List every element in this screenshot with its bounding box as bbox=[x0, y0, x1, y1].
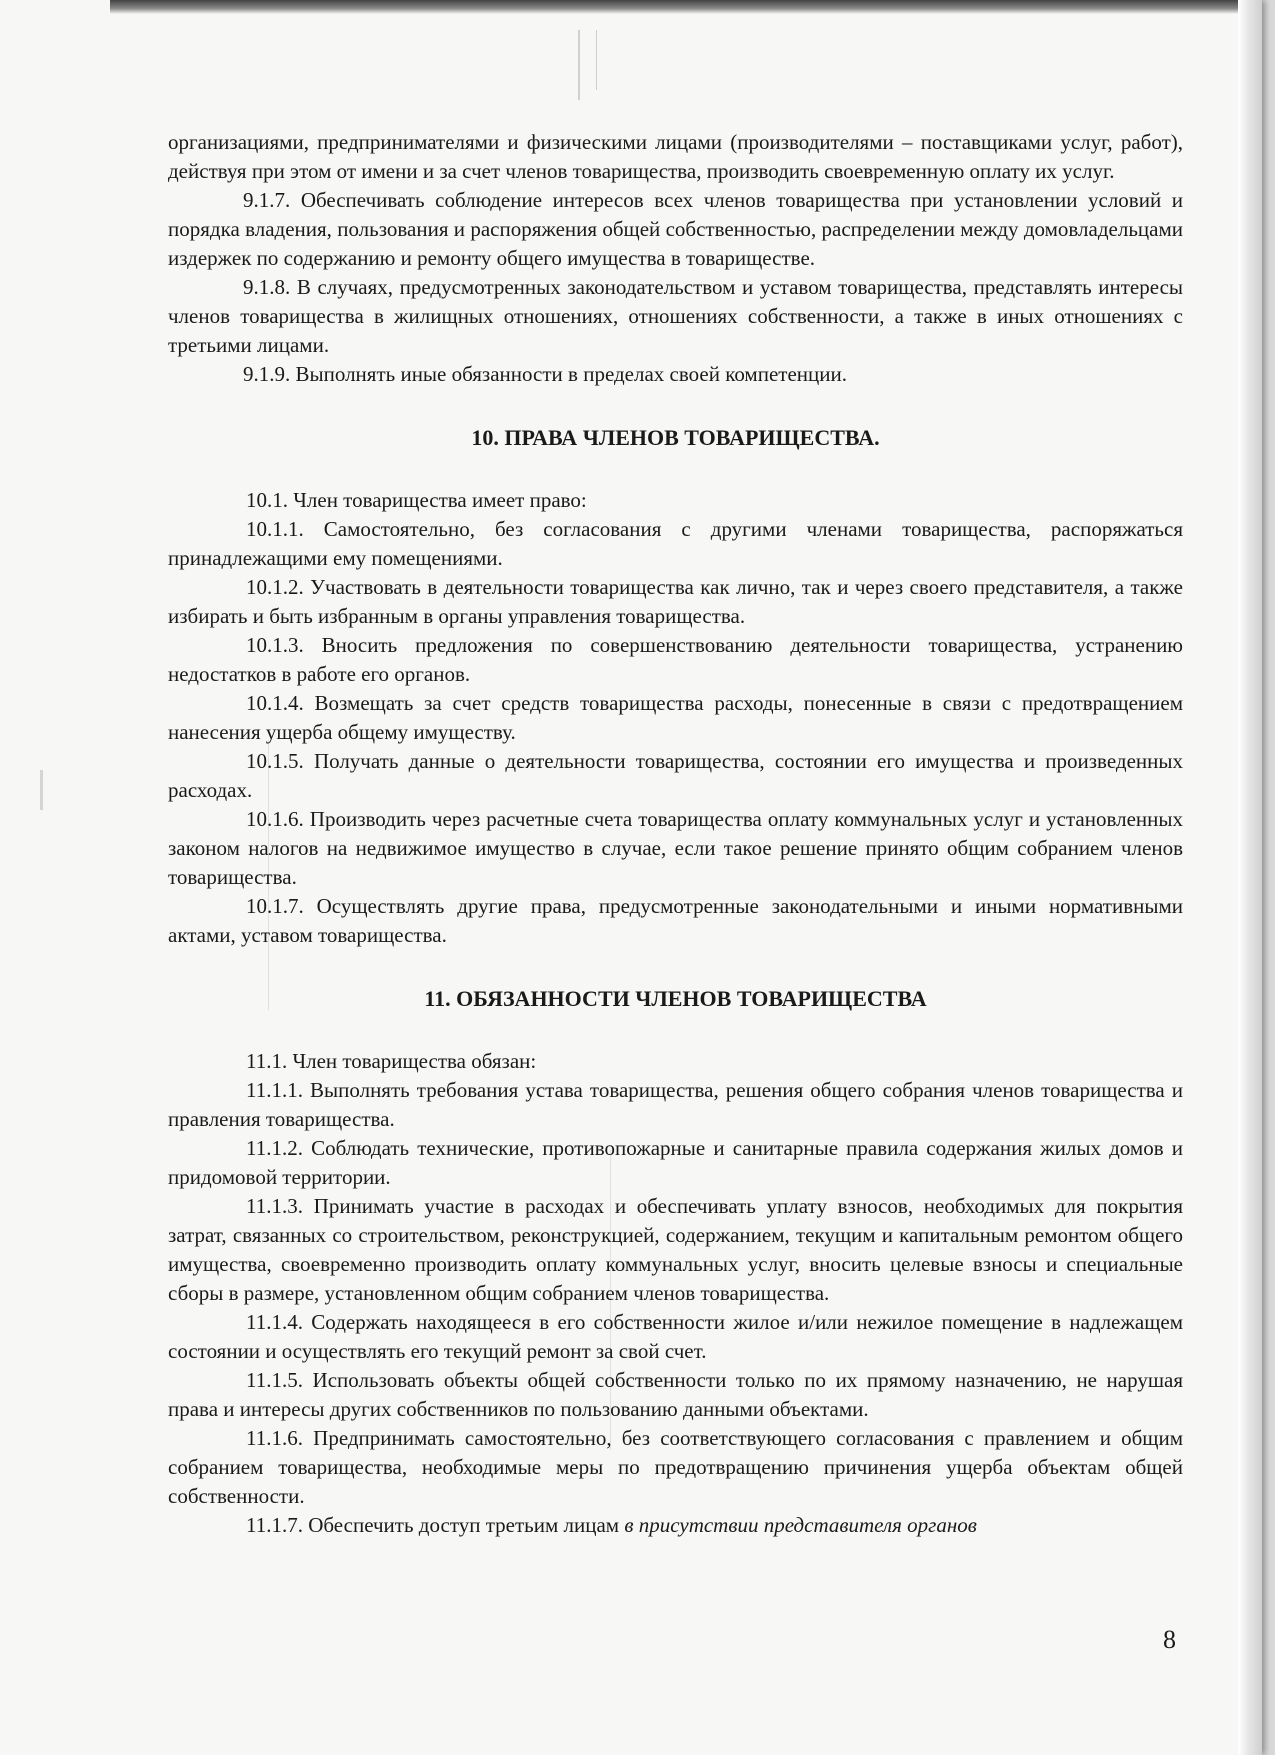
list-item: 10.1.2. Участвовать в деятельности товарищества как лично, так и через своего представителя, а также избирать и быть избранным в органы управления товарищества. bbox=[168, 575, 1183, 628]
list-item: 10.1.1. Самостоятельно, без согласования с другими членами товарищества, распоряжаться принадлежащими ему помещениями. bbox=[168, 517, 1183, 570]
list-item: 10.1.4. Возмещать за счет средств товарищества расходы, понесенные в связи с предотвращением нанесения ущерба общему имуществу. bbox=[168, 691, 1183, 744]
list-item: 10.1. Член товарищества имеет право: bbox=[246, 488, 587, 512]
list-item: 11.1.6. Предпринимать самостоятельно, без соответствующего согласования с правлением и общим собранием товарищества, необходимые меры по предотвращению причинения ущерба объектам общей собственности. bbox=[168, 1426, 1183, 1508]
paragraph: организациями, предпринимателями и физическими лицами (производителями – поставщиками услуг, работ), действуя при этом от имени и за счет членов товарищества, производить своевременную оплату их услуг. bbox=[168, 130, 1183, 183]
list-item: 11.1. Член товарищества обязан: bbox=[246, 1049, 537, 1073]
page-number: 8 bbox=[1163, 1625, 1176, 1654]
paragraph: 9.1.7. Обеспечивать соблюдение интересов всех членов товарищества при установлении условий и порядка владения, пользования и распоряжения общей собственностью, распределении между домовладельцами издержек по содержанию и ремонту общего имущества в товариществе. bbox=[168, 188, 1183, 270]
scan-top-edge bbox=[110, 0, 1250, 14]
document-body bbox=[168, 128, 1183, 1540]
list-item: 10.1.7. Осуществлять другие права, предусмотренные законодательными и иными нормативными актами, уставом товарищества. bbox=[168, 894, 1183, 947]
list-item: 11.1.1. Выполнять требования устава товарищества, решения общего собрания членов товарищества и правления товарищества. bbox=[168, 1078, 1183, 1131]
section-heading: 11. ОБЯЗАННОСТИ ЧЛЕНОВ ТОВАРИЩЕСТВА bbox=[424, 986, 927, 1011]
scan-artifact bbox=[40, 770, 43, 810]
list-item: 10.1.5. Получать данные о деятельности товарищества, состоянии его имущества и произведенных расходах. bbox=[168, 749, 1183, 802]
scan-artifact bbox=[596, 30, 597, 90]
list-item-last bbox=[168, 1511, 1183, 1540]
list-item: 11.1.4. Содержать находящееся в его собственности жилое и/или нежилое помещение в надлежащем состоянии и осуществлять его текущий ремонт за свой счет. bbox=[168, 1310, 1183, 1363]
list-item: 11.1.5. Использовать объекты общей собственности только по их прямому назначению, не нарушая права и интересы других собственников по пользованию данными объектами. bbox=[168, 1368, 1183, 1421]
list-item-italic-text: в присутствии представителя органов bbox=[624, 1513, 977, 1537]
paragraph: 9.1.8. В случаях, предусмотренных законодательством и уставом товарищества, представлять интересы членов товарищества в жилищных отношениях, отношениях собственности, а также в иных отношениях с третьими лицами. bbox=[168, 275, 1183, 357]
list-item: 11.1.3. Принимать участие в расходах и обеспечивать уплату взносов, необходимых для покрытия затрат, связанных со строительством, реконструкцией, содержанием, текущим и капитальным ремонтом общего имущества, своевременно производить оплату коммунальных услуг, вносить целевые взносы и специальные сборы в размере, установленном общим собранием членов товарищества. bbox=[168, 1194, 1183, 1305]
section-heading: 10. ПРАВА ЧЛЕНОВ ТОВАРИЩЕСТВА. bbox=[471, 425, 880, 450]
list-item-text: 11.1.7. Обеспечить доступ третьим лицам bbox=[246, 1513, 625, 1537]
paragraph: 9.1.9. Выполнять иные обязанности в пределах своей компетенции. bbox=[243, 362, 847, 386]
list-item: 11.1.2. Соблюдать технические, противопожарные и санитарные правила содержания жилых домов и придомовой территории. bbox=[168, 1136, 1183, 1189]
list-item: 10.1.6. Производить через расчетные счета товарищества оплату коммунальных услуг и установленных законом налогов на недвижимое имущество в случае, если такое решение принято общим собранием членов товарищества. bbox=[168, 807, 1183, 889]
list-item: 10.1.3. Вносить предложения по совершенствованию деятельности товарищества, устранению недостатков в работе его органов. bbox=[168, 633, 1183, 686]
scan-artifact bbox=[578, 30, 580, 100]
scan-right-edge bbox=[1238, 0, 1262, 1755]
